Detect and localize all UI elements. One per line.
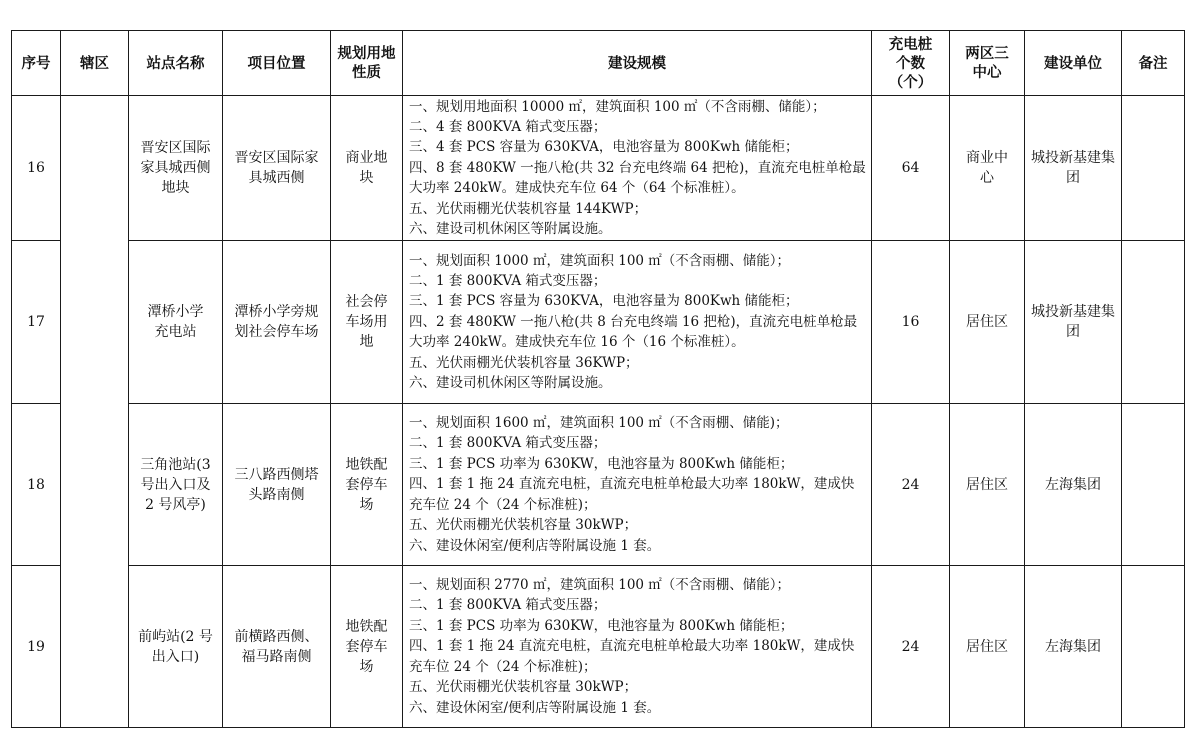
cell-scale (403, 241, 872, 404)
cell-zone: 居住区 (950, 566, 1025, 728)
scale-line: 六、建设休闲室/便利店等附属设施 1 套。 (409, 537, 661, 554)
cell-scale (403, 404, 872, 566)
table-row (12, 96, 1185, 241)
cell-builder: 左海集团 (1025, 404, 1122, 566)
cell-location: 晋安区国际家具城西侧 (223, 96, 331, 241)
cell-notes (1122, 96, 1185, 241)
table-row (12, 241, 1185, 404)
header-scale: 建设规模 (403, 31, 872, 96)
cell-zone: 商业中心 (950, 96, 1025, 241)
scale-line: 四、8 套 480KW 一拖八枪(共 32 台充电终端 64 把枪)，直流充电桩单枪最大功率 240kW。建成快充车位 64 个（64 个标准桩）。 (409, 159, 866, 197)
cell-district (61, 96, 129, 728)
scale-line: 二、1 套 800KVA 箱式变压器； (409, 435, 607, 452)
scale-line: 二、4 套 800KVA 箱式变压器； (409, 118, 607, 135)
table-row (12, 404, 1185, 566)
cell-notes (1122, 404, 1185, 566)
cell-site-name: 潭桥小学充电站 (129, 241, 223, 404)
scale-line: 五、光伏雨棚光伏装机容量 144KWP； (409, 200, 648, 217)
cell-location: 潭桥小学旁规划社会停车场 (223, 241, 331, 404)
table-row (12, 566, 1185, 728)
scale-line: 一、规划用地面积 10000 ㎡，建筑面积 100 ㎡（不含雨棚、储能）； (409, 98, 826, 115)
cell-seq: 16 (12, 96, 61, 241)
scale-line: 六、建设司机休闲区等附属设施。 (409, 375, 612, 392)
cell-piles: 24 (872, 404, 950, 566)
header-location: 项目位置 (223, 31, 331, 96)
cell-land-use: 社会停车场用地 (331, 241, 403, 404)
cell-land-use: 商业地块 (331, 96, 403, 241)
scale-line: 六、建设休闲室/便利店等附属设施 1 套。 (409, 699, 661, 716)
cell-seq: 19 (12, 566, 61, 728)
cell-notes (1122, 241, 1185, 404)
cell-builder: 城投新基建集团 (1025, 241, 1122, 404)
scale-line: 一、规划面积 2770 ㎡，建筑面积 100 ㎡（不含雨棚、储能）； (409, 577, 791, 594)
header-builder: 建设单位 (1025, 31, 1122, 96)
cell-piles: 24 (872, 566, 950, 728)
cell-site-name: 前屿站(2 号出入口) (129, 566, 223, 728)
cell-land-use: 地铁配套停车场 (331, 404, 403, 566)
header-notes: 备注 (1122, 31, 1185, 96)
cell-zone: 居住区 (950, 241, 1025, 404)
cell-builder: 城投新基建集团 (1025, 96, 1122, 241)
cell-location: 前横路西侧、福马路南侧 (223, 566, 331, 728)
scale-line: 五、光伏雨棚光伏装机容量 30kWP； (409, 517, 638, 534)
charging-station-table (11, 30, 1185, 728)
scale-line: 一、规划面积 1000 ㎡，建筑面积 100 ㎡（不含雨棚、储能）； (409, 252, 791, 269)
cell-builder: 左海集团 (1025, 566, 1122, 728)
header-land-use: 规划用地性质 (331, 31, 403, 96)
cell-site-name: 三角池站(3 号出入口及 2 号风亭) (129, 404, 223, 566)
cell-site-name: 晋安区国际家具城西侧地块 (129, 96, 223, 241)
header-district: 辖区 (61, 31, 129, 96)
header-piles: 充电桩个数（个） (872, 31, 950, 96)
header-row (12, 31, 1185, 96)
cell-seq: 18 (12, 404, 61, 566)
scale-line: 五、光伏雨棚光伏装机容量 36KWP； (409, 354, 639, 371)
cell-land-use: 地铁配套停车场 (331, 566, 403, 728)
cell-zone: 居住区 (950, 404, 1025, 566)
scale-line: 三、4 套 PCS 容量为 630KVA，电池容量为 800Kwh 储能柜； (409, 139, 799, 156)
cell-scale (403, 96, 872, 241)
scale-line: 一、规划面积 1600 ㎡，建筑面积 100 ㎡（不含雨棚、储能)； (409, 415, 789, 432)
scale-line: 六、建设司机休闲区等附属设施。 (409, 221, 612, 238)
header-zone: 两区三中心 (950, 31, 1025, 96)
scale-line: 三、1 套 PCS 功率为 630KW，电池容量为 800Kwh 储能柜； (409, 617, 794, 634)
cell-piles: 16 (872, 241, 950, 404)
cell-seq: 17 (12, 241, 61, 404)
header-site-name: 站点名称 (129, 31, 223, 96)
cell-location: 三八路西侧塔头路南侧 (223, 404, 331, 566)
scale-line: 五、光伏雨棚光伏装机容量 30kWP； (409, 679, 638, 696)
scale-line: 二、1 套 800KVA 箱式变压器； (409, 272, 607, 289)
scale-line: 三、1 套 PCS 功率为 630KW，电池容量为 800Kwh 储能柜； (409, 455, 794, 472)
scale-line: 四、2 套 480KW 一拖八枪(共 8 台充电终端 16 把枪)，直流充电桩单枪最大功率 240kW。建成快充车位 16 个（16 个标准桩）。 (409, 313, 858, 351)
scale-line: 二、1 套 800KVA 箱式变压器； (409, 597, 607, 614)
scale-line: 四、1 套 1 拖 24 直流充电桩，直流充电桩单枪最大功率 180kW，建成快充车位 24 个（24 个标准桩)； (409, 638, 855, 675)
cell-notes (1122, 566, 1185, 728)
scale-line: 三、1 套 PCS 容量为 630KVA，电池容量为 800Kwh 储能柜； (409, 293, 799, 310)
header-seq: 序号 (12, 31, 61, 96)
cell-piles: 64 (872, 96, 950, 241)
scale-line: 四、1 套 1 拖 24 直流充电桩，直流充电桩单枪最大功率 180kW，建成快充车位 24 个（24 个标准桩)； (409, 476, 855, 513)
cell-scale (403, 566, 872, 728)
